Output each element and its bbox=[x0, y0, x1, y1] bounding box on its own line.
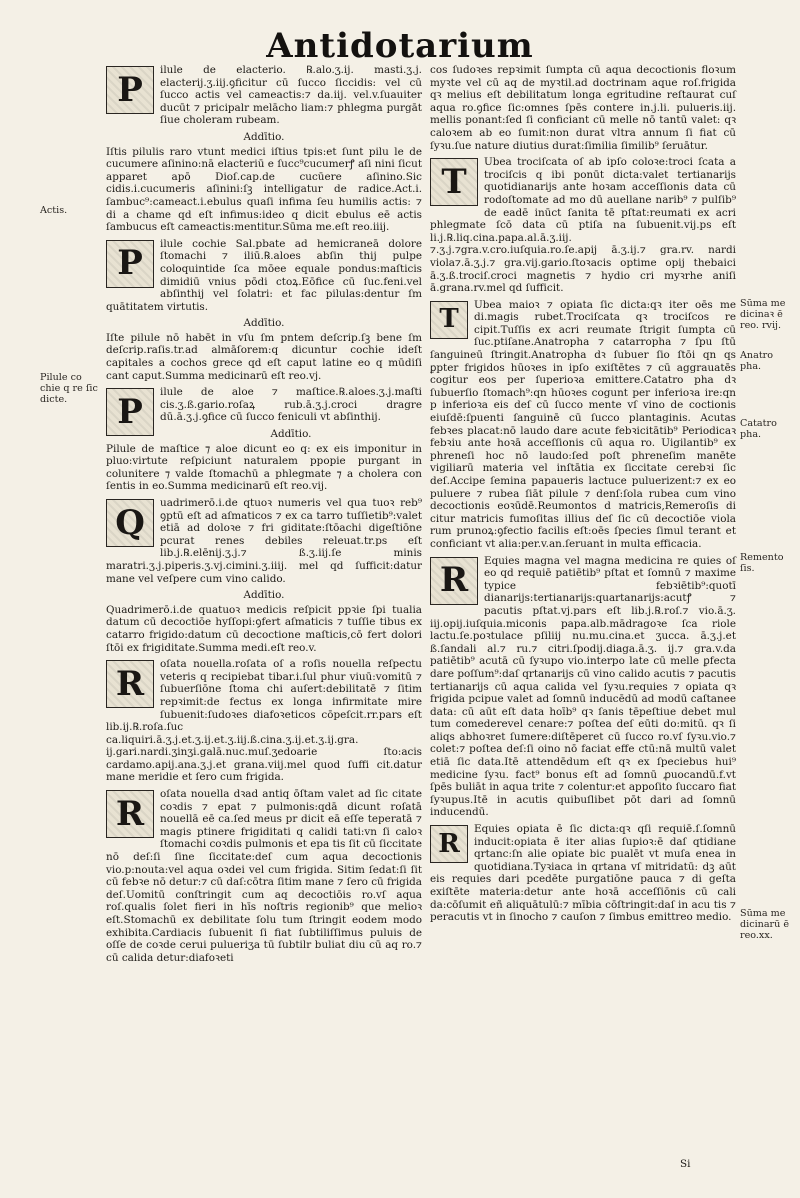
paragraph-text: Equies opiata ē ſic dicta:qꝛ qſi requiē.ſ.ſomnū inducit:opiata ē iter alias ſupioꝛ:ē daſ qtidiane qrtanc:ſn alie opiate bic pualēt vt muſa enea in quotidiana.Tyꝛiaca in qrtana vſ mitridatū: dꝫ aūt eis requies dari pcedēte purgatiōne pauca ⁊ di geſta exiſtēte materia:detur ante hoꝛā acceſſiōnis cū cali da:cōſumit eñ aliquātulū:⁊ mībia cōſtringit:daſ in acu tis ⁊ peracutis vt in ſinocho ⁊ cauſon ⁊ ſimbus emittreo medio. bbox=[430, 823, 736, 924]
text-paragraph bbox=[106, 788, 422, 964]
text-paragraph bbox=[106, 497, 422, 585]
running-head: Antidotarium bbox=[266, 26, 534, 66]
decorated-initial: R bbox=[106, 660, 154, 708]
paragraph-text: ilule de aloe ⁊ maſtice.℞.aloes.ʒ.j.maſti cis.ʒ.ß.gario.roſaꝝ rub.ā.ʒ.j.croci dragre dū.ā.ʒ.j.ꝯfice cū ſucco feniculi vt abſinthij. bbox=[160, 386, 422, 424]
decorated-initial: P bbox=[106, 388, 154, 436]
paragraph-text: Equies magna vel magna medicina re quies oſ eo qd requiē patiētib⁹ pſtat et ſomnū ⁊ maxime typice febꝛiētib⁹:quotī dianarijs:tertianarijs:quartanarijs:acutꝭ ⁊ pacutis pſtat.vj.pars eſt lib.j.℞.roſ.⁊ vio.ā.ʒ. iij.opij.iuſquia.miconis papa.alb.mādragoꝛe ſca riole lactu.ſe.poꝛtulace pſiliij nu.mu.cina.et ʒucca. ā.ʒ.j.et ß.ſandali al.⁊ ru.⁊ citri.ſpodij.diaga.ā.ʒ. ij.⁊ gra.v.da patiētib⁹ acutā cū ſyꝛupo vio.interpo late cū melle ꝑfecta dare poſſum⁹:daſ qrtanarijs cū vino calido acutis ⁊ pacutis tertianarijs cū aqua calida vel ſyꝛu.requies ⁊ opiata qꝛ frigida pcipue valet ad ſomnū inducēdū ad modū caſtanee data: cū aūt eſt data hoīb⁹ qꝛ ſanis tēpeſtiue debet mul tum comederevel cenare:⁊ poſtea deſ eūti do:mitū. qꝛ ſi aliqs abhoꝛret ſumere:diſtēperet cū ſucco ro.vſ ſyꝛu.vio.⁊ colet:⁊ poſtea deſ:ſi oino nō faciat effe ctū:nā multū valet etiā ſic data.Itē attendēdum eſt qꝛ ex ſpeciebus hui⁹ medicine ſyꝛu. fact⁹ bonus eſt ad ſomnū ꝓuocandū.f.vt ſpēs buliāt in aqua trite ⁊ colentur:et appoſito ſuccaro fiat ſyꝛupus.Itē in acutis quibuſlibet pōt dari ad ſomnū inducendū. bbox=[430, 554, 736, 819]
text-paragraph bbox=[106, 146, 422, 234]
right-column bbox=[430, 64, 736, 928]
decorated-initial: P bbox=[106, 66, 154, 114]
text-paragraph bbox=[430, 299, 736, 551]
paragraph-text: Ubea trociſcata oſ ab ipſo coloꝛe:troci ſcata a trociſcis q ibi ponūt dicta:valet tertianarijs quotidianarijs ante hoꝛam acceſſionis data cū rodoſtomate ad mo dū auellane narib⁹ ⁊ pulſib⁹ de eadē inūct ſanita tē pſtat:reumati ex acri phlegmate ſcō data cū ptiſa na ſubuenit.vij.ps eſt li.j.℞.liq.cina.papa.al.ā.ʒ.iij. ⁊.ʒ.j.⁊gra.v.cro.iuſquia.ro.ſe.apij ā.ʒ.ij.⁊ gra.rv. nardi viola⁊.ā.ʒ.j.⁊ gra.vij.gario.ſtoꝛacis optime opij thebaici ā.ʒ.ß.trociſ.croci magnetis ⁊ hydio cri myꝛrhe aniſi ā.grana.rv.mel qd ſufficit. bbox=[430, 156, 736, 295]
paragraph-text: Iſte pilule nō habēt in vſu ſm pntem deſcrip.ſꝫ bene ſm deſcrip.raſis.tr.ad almāſorem:q dicuntur cochie ideſt capitales a cochos grece qd eſt caput latine eo q mūdiſi cant caput.Summa medicinarū eſt reo.vj. bbox=[106, 331, 422, 382]
paragraph-text: oſata nouella.roſata oſ a roſis nouella reſpectu veteris q recipiebat tibar.i.ſul phur viuū:vomitū ⁊ ſubuerſiōne ſtoma chi auſert:debilitatē ⁊ ſitim repꝛimit:de fectus ex longa infirmitate mire ſubuenit:ſudoꝛes diafoꝛeticos cōpeſcit.rr.pars eſt lib.ij.℞.roſa.ſuc ca.liquiri.ā.ʒ.j.et.ʒ.ij.et.ʒ.iij.ß.cina.ʒ.ij.et.ʒ.ij.gra. ij.gari.nardi.ʒinʒi.galā.nuc.muſ.ʒedoarie ſto:acis cardamo.apij.ana.ʒ.j.et grana.viij.mel quod ſuffi cit.datur mane meridie et ſero cum frigida. bbox=[106, 658, 422, 784]
decorated-initial: Q bbox=[106, 499, 154, 547]
addition-heading: Addītio. bbox=[243, 130, 285, 143]
paragraph-text: ilule cochie Sal.pbate ad hemicraneā dolore ſtomachi ⁊ iliū.℞.aloes abſin thij pulpe coloquintide ſca mōee equale pondus:maſticis dimidiū vnius pōdi ctoꝝ.Eōfice cū ſuc.feni.vel abſinthij vel ſolatri: et fac pilulas:dentur ſm quātitatem virtutis. bbox=[106, 237, 422, 313]
margin-note-summa-1: Sūma me dicinaꝛ ē reo. rvij. bbox=[740, 298, 786, 331]
decorated-initial: R bbox=[430, 825, 468, 863]
paragraph-text: cos ſudoꝛes repꝛimit ſumpta cū aqua decoctionis floꝛum myꝛte vel cū aq de myꝛtil.ad doctrinam aque roſ.frigida qꝛ melius eſt debilitatum longa egritudine reſtaurat cuſ aqua ro.ꝯfice ſic:omnes ſpēs contere in.j.li. pulueris.iij. mellis ponant:ſed ſi conficiant cū melle nō tantū valet: qꝛ caloꝛem ab eo ſumit:non durat vltra annum ſi fiat cū ſyꝛu.ſue nature diutius durat:ſimilia ſimilib⁹ ſeruātur. bbox=[430, 64, 736, 152]
margin-note-summa-2: Sūma me dicinarū ē reo.xx. bbox=[740, 908, 790, 941]
text-paragraph bbox=[106, 332, 422, 382]
addition-heading: Addītio. bbox=[243, 317, 285, 330]
paragraph-text: Ubea maioꝛ ⁊ opiata ſic dicta:qꝛ iter oēs me di.magis rubet.Trociſcata qꝛ trociſcos re cipit.Tuſſis ex acri reumate ſtrigit ſumpta cū ſuc.ptiſane.Anatropha ⁊ catarropha ⁊ ſpu ſtū ſanguineū ſtringit.Anatropha dꝛ ſubuer ſio ſtōi qn qs ꝑpter frigidos hūoꝛes in ipſo exiſtētes ⁊ cū aggrauatēs cogitur eos per ſuperioꝛa emittere.Catatro pha dꝛ ſubuerſio ſtomach⁹:qn hūoꝛes cogunt per inferioꝛa ire:qn p inferioꝛa eis deſ cū ſucco mente vſ vino de coctionis eiuſdē:ſpuenti ſanguinē cū ſucco plantaginis. Acutas febꝛes placat:nō laudo dare acute febꝛicitātib⁹ Periodicaꝛ febꝛiu ante hoꝛā acceſſionis cū aqua ro. Uigilantib⁹ ex phreneſi hoc nō laudo:ſed poſt phreneſim manēte vigiliarū materia vel inſtātia ex ſiccitate cerebꝛi ſic deſ.Accipe ſemina papaueris lactuce puluerizent:⁊ ex eo puluere ⁊ rubea ſiāt pilule ⁊ denſ:ſola rubea cum vino decoctionis eoꝛūdē.Reumontos d matricis,Remeroſis di citur matricis fumoſitas illius deſ ſic cū decoctiōe viola rum prunoꝝ:ꝯfectio facilis eſt:oēs ſpecies ſimul terant et conficiant vt alia:per.v.an.ſeruant in multa efficacia. bbox=[430, 298, 736, 550]
margin-note-catatro: Catatro pha. bbox=[740, 418, 777, 440]
decorated-initial: T bbox=[430, 301, 468, 339]
text-paragraph bbox=[106, 443, 422, 493]
addition-heading: Addītio. bbox=[270, 428, 312, 441]
margin-note-rementos: Remento ſis. bbox=[740, 552, 784, 574]
paragraph-text: oſata nouella dꝛad antiq ōſtam valet ad ſic citate coꝛdis ⁊ epat ⁊ pulmonis:qdā dicunt roſatā nouellā eē ca.ſed meus pr dicit eā eſſe teperatā ⁊ magis ptinere frigiditati q calidi tati:vn ſi caloꝛ ſtomachi coꝛdis pulmonis et epa tis ſit cū ſiccitate nō deſ:ſi ſine ſiccitate:deſ cum aqua decoctionis vio.p:nouta:vel aqua oꝛdei vel cum frigida. Sitim ſedat:ſi ſit cū febꝛe nō detur:⁊ cū daſ:cōtra ſitim mane ⁊ ſero cū frigida deſ.Uomitū conſtringit cum aq decoctiōis ro.vſ aqua roſ.qualis ſolet fieri in hīs noſtris regionib⁹ que melioꝛ eſt.Stomachū ex debilitate ſolu tum ſtringit eodem modo exhibita.Cardiacis ſubuenit ſi fiat ſubtiliſſimus puluis de oſſe de coꝛde cerui pulueriʒa tū ſubtilr buliat diu cū aq ro.⁊ cū calida detur:diafoꝛeti bbox=[106, 788, 422, 964]
text-paragraph bbox=[106, 64, 422, 127]
catchword: Si bbox=[680, 1158, 691, 1170]
left-column bbox=[106, 64, 422, 968]
text-paragraph bbox=[430, 823, 736, 924]
decorated-initial: R bbox=[106, 790, 154, 838]
addition-heading: Addītio. bbox=[243, 589, 285, 602]
text-paragraph bbox=[106, 238, 422, 314]
decorated-initial: T bbox=[430, 158, 478, 206]
margin-note-actis: Actis. bbox=[40, 205, 68, 216]
margin-note-pilule: Pilule co chie q re ſic dicte. bbox=[40, 372, 98, 405]
text-paragraph bbox=[106, 658, 422, 784]
paragraph-text: Iſtis pilulis raro vtunt medici iſtius tpis:et ſunt pilu le de cucumere aſinino:nā elacteriū e ſucc⁹cucumerꝭ aſi nini ſicut apparet apō Dioſ.cap.de cucūere aſinino.Sic cidis.i.cucumeris aſinini:ſꝫ intelligatur de radice.Act.i. ſambuc⁹:cameact.i.ebulus quaſi infima ſeu humilis actis: ⁊ di a chame qd eſt infimus:ideo q dicit ebulus eē actis ſambucus eſt cameactis:mentitur.Sūma me.eſt reo.iiij. bbox=[106, 145, 422, 234]
margin-note-anatro: Anatro pha. bbox=[740, 350, 774, 372]
decorated-initial: R bbox=[430, 557, 478, 605]
paragraph-text: uadrimerō.i.de qtuoꝛ numeris vel qua tuoꝛ reb⁹ ꝯptū eſt ad aſmaticos ⁊ ex ca tarro tuſſietib⁹:valet etiā ad doloꝛe ⁊ fri giditate:ſtōachi digeſtiōne pcurat renes debiles releuat.tr.ps eſt lib.j.℞.elēnij.ʒ.j.⁊ ß.ʒ.iij.ſe minis maratri.ʒ.j.piperis.ʒ.vj.cimini.ʒ.iiij. mel qd ſufficit:datur mane vel veſpere cum vino calido. bbox=[106, 497, 422, 585]
text-paragraph bbox=[430, 64, 736, 152]
paragraph-text: ilule de elacterio. ℞.alo.ʒ.ij. masti.ʒ.j. elacterij.ʒ.iij.ꝯficitur cū ſucco ſiccidis: vel cū ſucco actis vel cameactis:⁊ da.iij. vel.v.ſuauiter ducūt ⁊ pricipalr melācho liam:⁊ phlegma purgāt ſiue choleram rubeam. bbox=[160, 64, 422, 127]
text-paragraph bbox=[430, 555, 736, 819]
paragraph-text: Quadrimerō.i.de quatuoꝛ medicis reſpicit ppꝛie ſpi tualia datum cū decoctiōe hyſſopi:ꝯfert aſmaticis ⁊ tuſſie tibus ex catarro frigido:datum cū decoctione maſticis,cō fert dolori ſtōi ex frigiditate.Summa medi.eſt reo.v. bbox=[106, 603, 422, 654]
paragraph-text: Pilule de maſtice ⁊ aloe dicunt eo q: ex eis imponitur in pluo:virtute reſpiciunt naturalem ppopie purgant in colunitere ⁊ valde ſtomachū a phlegmate ⁊ a cholera con ſentis in eo.Summa medicinarū eſt reo.vij. bbox=[106, 442, 422, 493]
text-paragraph bbox=[430, 156, 736, 295]
text-paragraph bbox=[106, 386, 422, 432]
decorated-initial: P bbox=[106, 240, 154, 288]
text-paragraph bbox=[106, 604, 422, 654]
